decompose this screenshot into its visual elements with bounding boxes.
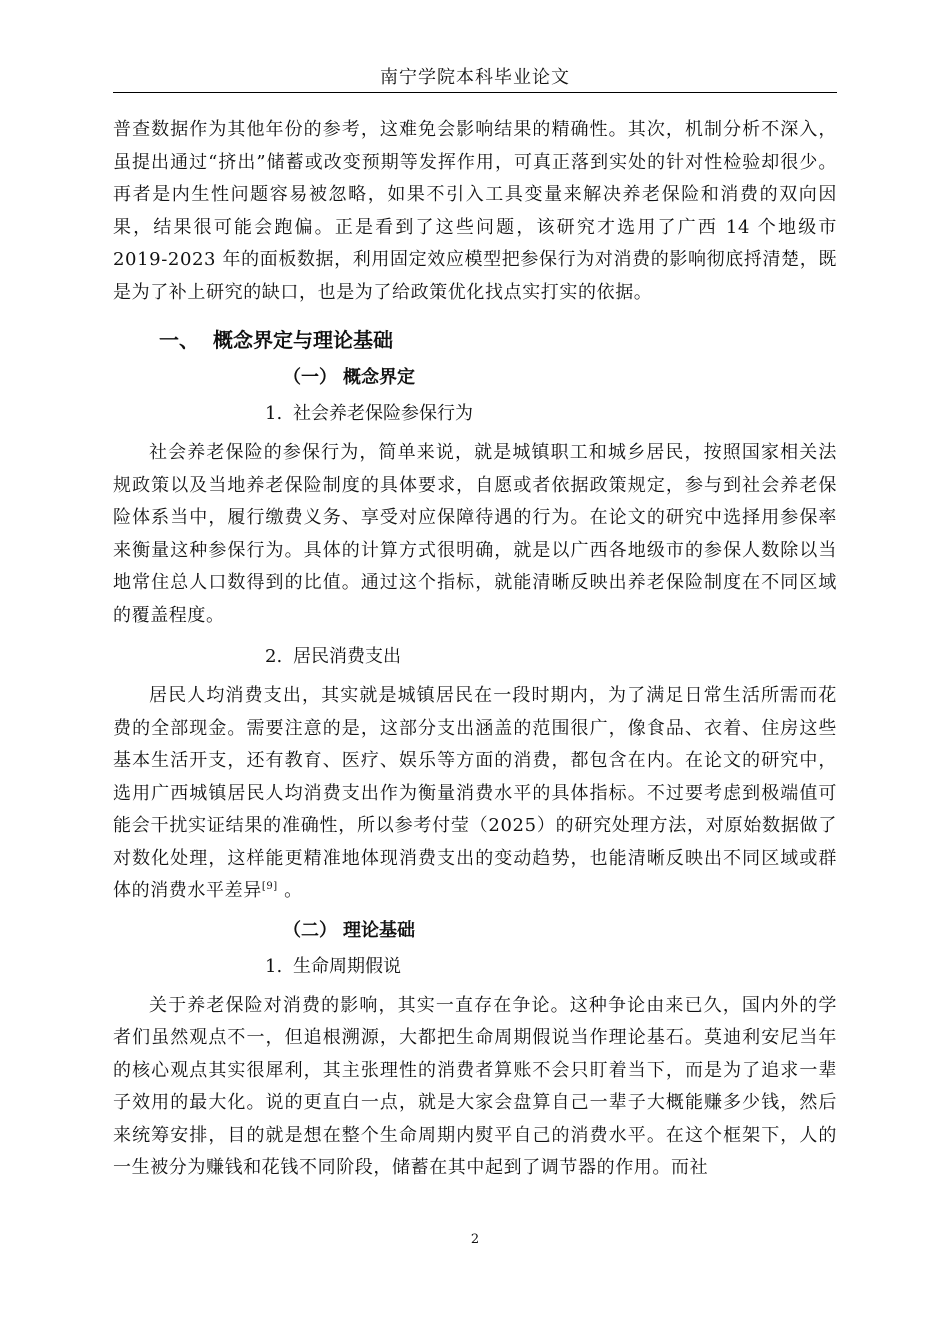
consumption-tail: 。	[277, 880, 303, 901]
subsection-title: 概念界定	[343, 367, 415, 388]
consumption-text: 居民人均消费支出，其实就是城镇居民在一段时期内，为了满足日常生活所需而花费的全部现金。需要注意的是，这部分支出涵盖的范围很广，像食品、衣着、住房这些基本生活开支，还有教育、医疗、娱乐等方面的消费，都包含在内。在论文的研究中，选用广西城镇居民人均消费支出作为衡量消费水平的具体指标。不过要考虑到极端值可能会干扰实证结果的准确性，所以参考付莹（2025）的研究处理方法，对原始数据做了对数化处理，这样能更精准地体现消费支出的变动趋势，也能清晰反映出不同区域或群体的消费水平差异	[113, 685, 837, 901]
running-header: 南宁学院本科毕业论文	[380, 67, 570, 88]
item-title: 生命周期假说	[293, 955, 401, 977]
section-number: 一、	[159, 328, 199, 352]
lifecycle-paragraph: 关于养老保险对消费的影响，其实一直存在争论。这种争论由来已久，国内外的学者们虽然观点不一，但追根溯源，大都把生命周期假说当作理论基石。莫迪利安尼当年的核心观点其实很犀利，其主张理性的消费者算账不会只盯着当下，而是为了追求一辈子效用的最大化。说的更直白一点，就是大家会盘算自己一辈子大概能赚多少钱，然后来统筹安排，目的就是想在整个生命周期内熨平自己的消费水平。在这个框架下，人的一生被分为赚钱和花钱不同阶段，储蓄在其中起到了调节器的作用。而社	[113, 994, 837, 1178]
item-heading-consumption	[113, 642, 837, 672]
section-heading	[113, 325, 837, 355]
item-title: 社会养老保险参保行为	[293, 403, 473, 424]
item-number: 2.	[265, 646, 283, 667]
item-title: 居民消费支出	[293, 646, 401, 667]
page-number: 2	[470, 1232, 480, 1247]
item-heading-lifecycle	[113, 952, 837, 982]
citation-marker: [9]	[261, 881, 278, 892]
subsection-heading-theory	[113, 916, 837, 946]
subsection-number: （一）	[283, 367, 337, 388]
section-title: 概念界定与理论基础	[213, 328, 393, 352]
item-heading-insurance	[113, 399, 837, 429]
item-number: 1.	[265, 403, 283, 424]
subsection-heading-concepts	[113, 363, 837, 393]
consumption-paragraph	[113, 680, 837, 908]
intro-paragraph: 普查数据作为其他年份的参考，这难免会影响结果的精确性。其次，机制分析不深入，虽提出通过“挤出”储蓄或改变预期等发挥作用，可真正落到实处的针对性检验却很少。再者是内生性问题容易被忽略，如果不引入工具变量来解决养老保险和消费的双向因果，结果很可能会跑偏。正是看到了这些问题，该研究才选用了广西 14 个地级市 2019-2023 年的面板数据，利用固定效应模型把参保行为对消费的影响彻底捋清楚，既是为了补上研究的缺口，也是为了给政策优化找点实打实的依据。	[113, 119, 837, 303]
page-body	[113, 114, 837, 1185]
header-rule	[113, 92, 837, 93]
item-number: 1.	[265, 955, 283, 977]
insurance-paragraph: 社会养老保险的参保行为，简单来说，就是城镇职工和城乡居民，按照国家相关法规政策以及当地养老保险制度的具体要求，自愿或者依据政策规定，参与到社会养老保险体系当中，履行缴费义务、享受对应保障待遇的行为。在论文的研究中选择用参保率来衡量这种参保行为。具体的计算方式很明确，就是以广西各地级市的参保人数除以当地常住总人口数得到的比值。通过这个指标，就能清晰反映出养老保险制度在不同区域的覆盖程度。	[113, 442, 837, 626]
subsection-number: （二）	[283, 919, 337, 941]
subsection-title: 理论基础	[343, 919, 415, 941]
